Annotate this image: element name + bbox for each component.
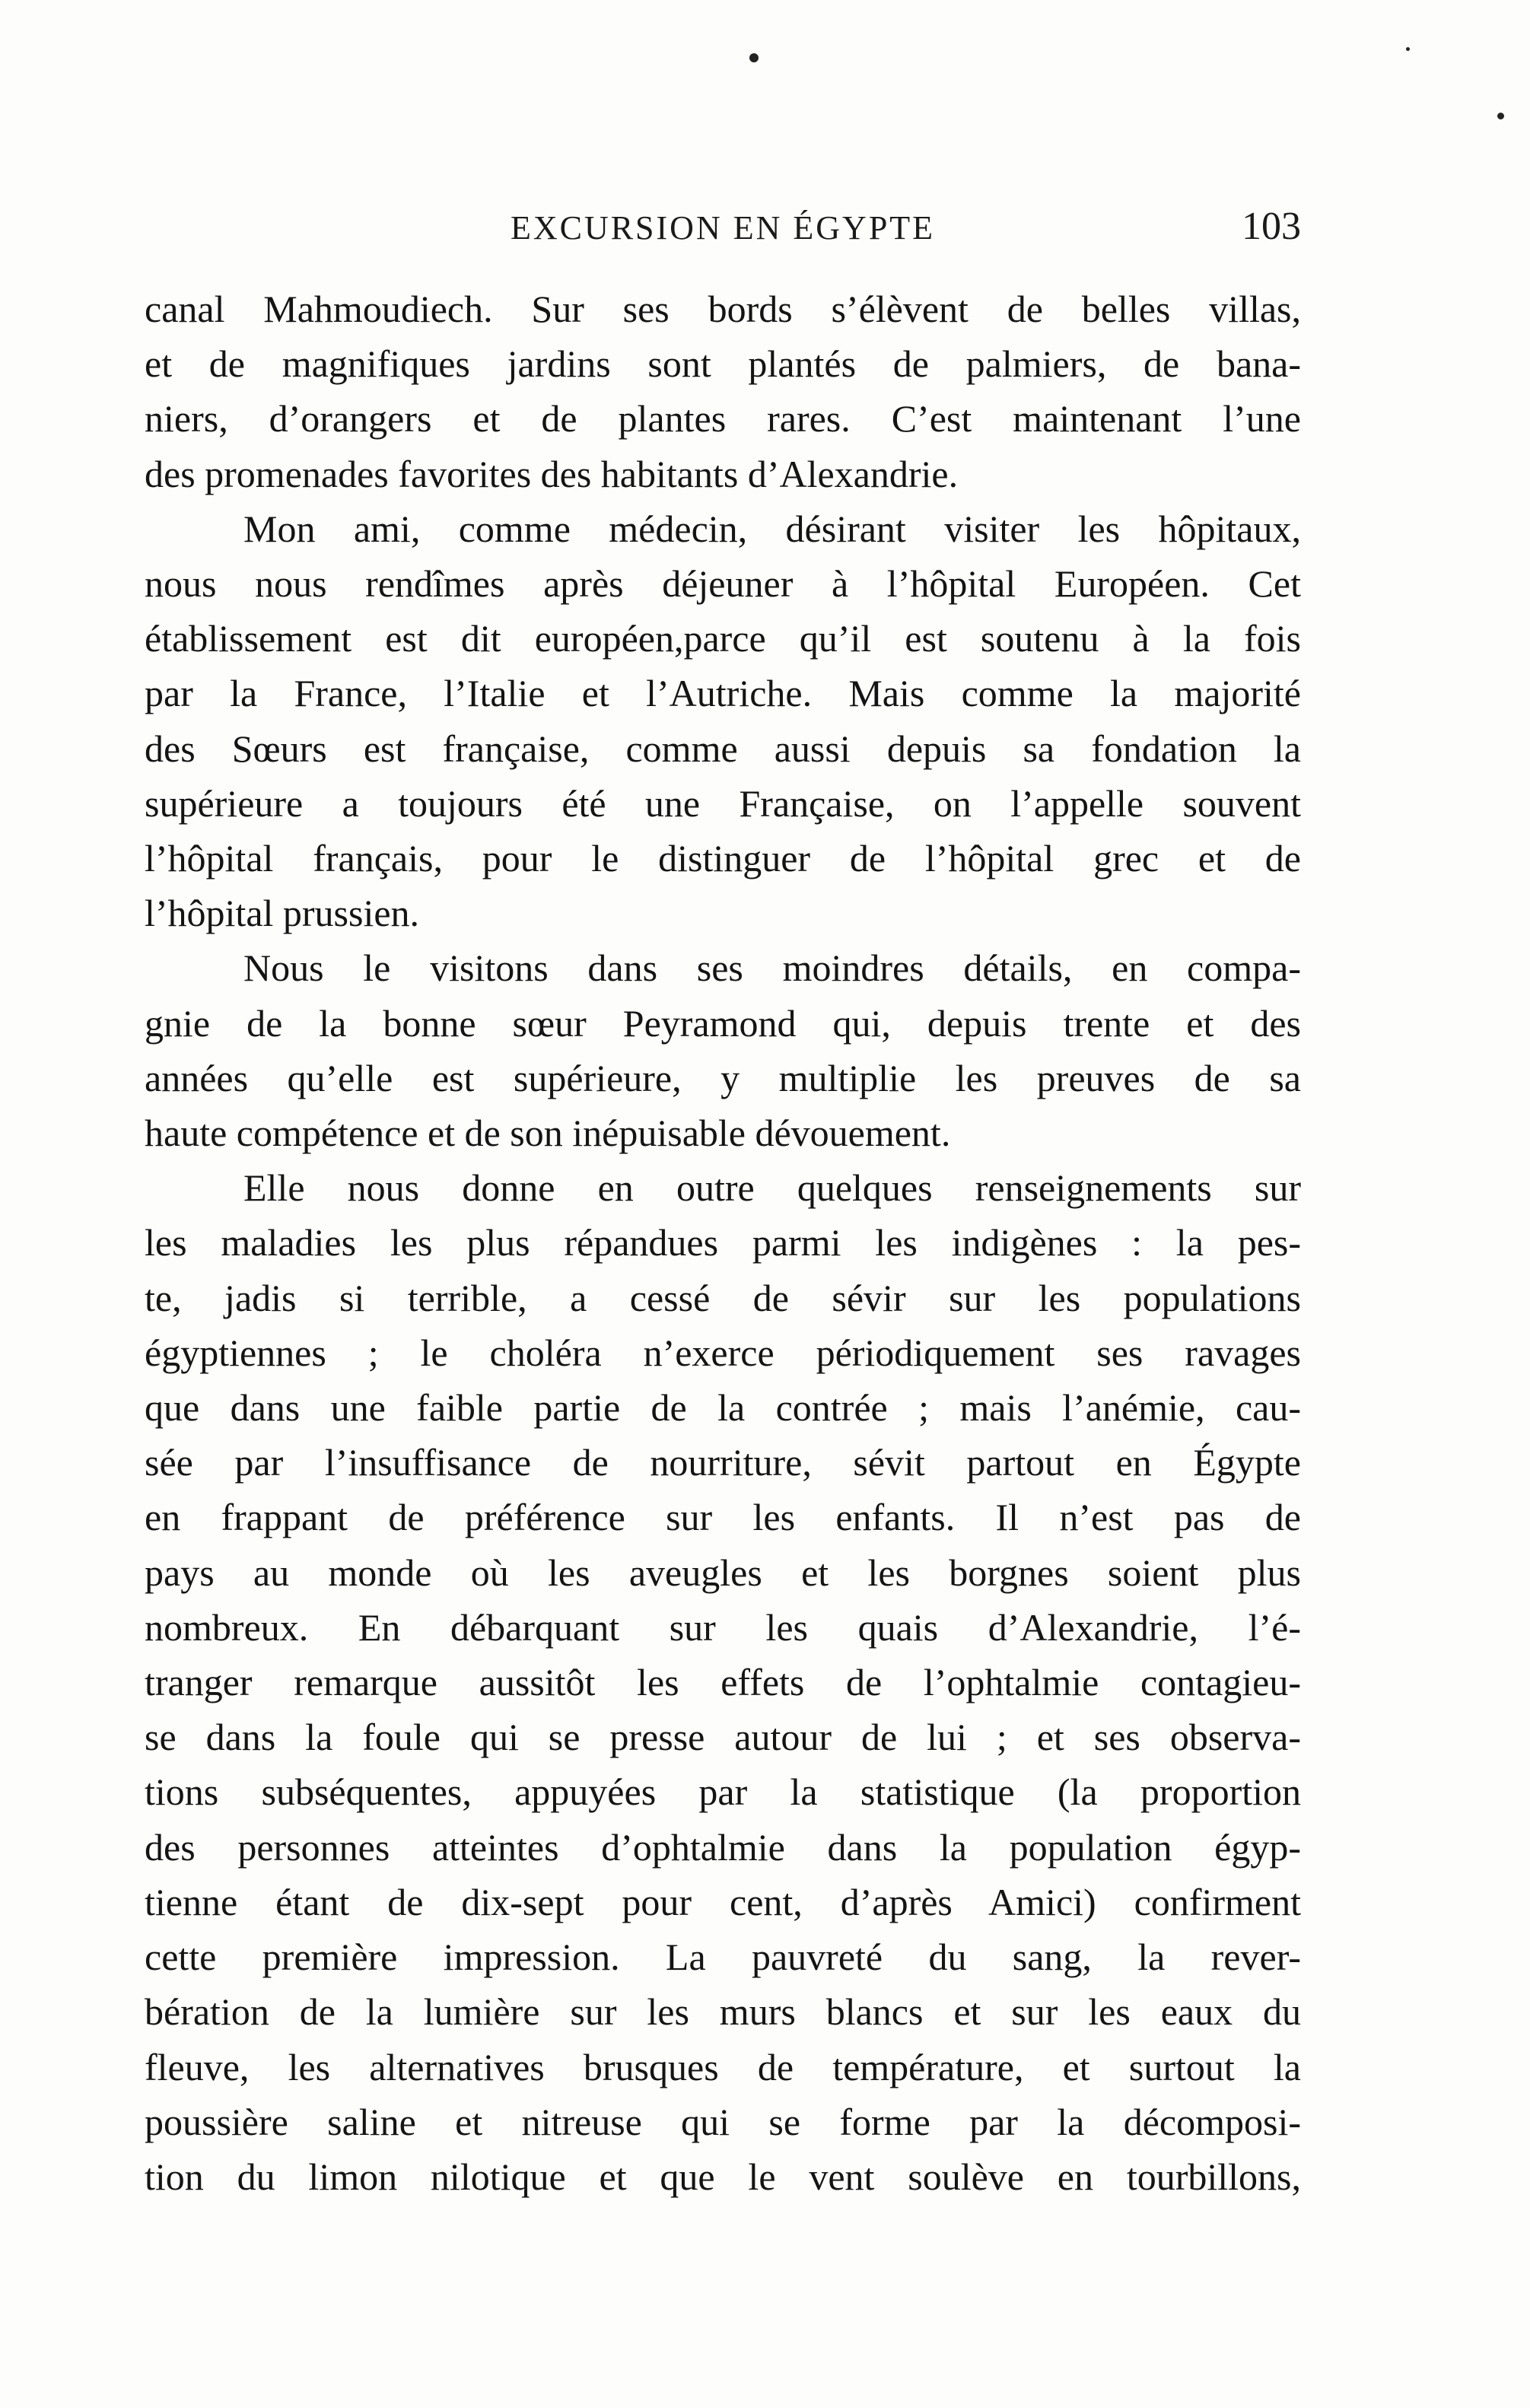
text-line: tions subséquentes, appuyées par la statistique (la proportion [145,1770,1301,1814]
text-line: se dans la foule qui se presse autour de lui ; et ses observa- [145,1716,1301,1759]
text-line: gnie de la bonne sœur Peyramond qui, depuis trente et des [145,1001,1301,1045]
text-line: Mon ami, comme médecin, désirant visiter les hôpitaux, [243,507,1301,550]
text-line: établissement est dit européen,parce qu’il est soutenu à la fois [145,617,1301,660]
text-line: poussière saline et nitreuse qui se forme par la décomposi- [145,2100,1301,2143]
text-line: en frappant de préférence sur les enfants. Il n’est pas de [145,1496,1301,1539]
running-title: EXCURSION EN ÉGYPTE [510,209,936,247]
speck-mark [1406,47,1410,51]
text-line: pays au monde où les aveugles et les borgnes soient plus [145,1551,1301,1594]
speck-mark [1497,113,1504,119]
text-line: Elle nous donne en outre quelques renseignements sur [243,1166,1301,1210]
text-line: nous nous rendîmes après déjeuner à l’hôpital Européen. Cet [145,562,1301,606]
text-line: par la France, l’Italie et l’Autriche. Mais comme la majorité [145,672,1301,715]
text-line: tion du limon nilotique et que le vent soulève en tourbillons, [145,2155,1301,2198]
text-line: haute compétence et de son inépuisable dévouement. [145,1112,951,1155]
speck-mark [749,53,759,62]
text-line: les maladies les plus répandues parmi les indigènes : la pes- [145,1221,1301,1264]
text-line: canal Mahmoudiech. Sur ses bords s’élèvent de belles villas, [145,288,1301,330]
text-line: bération de la lumière sur les murs blancs et sur les eaux du [145,1990,1301,2034]
text-line: tranger remarque aussitôt les effets de l’ophtalmie contagieu- [145,1661,1301,1704]
text-line: cette première impression. La pauvreté du sang, la rever- [145,1936,1301,1979]
text-line: des promenades favorites des habitants d’Alexandrie. [145,452,959,495]
text-line: tienne étant de dix-sept pour cent, d’après Amici) confirment [145,1880,1301,1923]
body-text [145,282,1301,2204]
page-header [145,204,1301,257]
text-line: Nous le visitons dans ses moindres détails, en compa- [243,946,1301,990]
text-line: nombreux. En débarquant sur les quais d’Alexandrie, l’é- [145,1605,1301,1649]
text-line: années qu’elle est supérieure, y multiplie les preuves de sa [145,1056,1301,1099]
text-line: supérieure a toujours été une Française, on l’appelle souvent [145,781,1301,825]
text-line: sée par l’insuffisance de nourriture, sévit partout en Égypte [145,1441,1301,1484]
text-line: que dans une faible partie de la contrée ; mais l’anémie, cau- [145,1386,1301,1430]
text-line: l’hôpital prussien. [145,892,420,935]
text-line: et de magnifiques jardins sont plantés de palmiers, de bana- [145,342,1301,386]
text-line: niers, d’orangers et de plantes rares. C’est maintenant l’une [145,397,1301,441]
text-line: égyptiennes ; le choléra n’exerce périodiquement ses ravages [145,1331,1301,1374]
text-line: des Sœurs est française, comme aussi depuis sa fondation la [145,727,1301,770]
text-line: te, jadis si terrible, a cessé de sévir sur les populations [145,1276,1301,1319]
text-line: des personnes atteintes d’ophtalmie dans la population égyp- [145,1825,1301,1869]
page-number: 103 [1242,205,1301,248]
text-line: fleuve, les alternatives brusques de température, et surtout la [145,2045,1301,2088]
text-line: l’hôpital français, pour le distinguer de l’hôpital grec et de [145,837,1301,880]
